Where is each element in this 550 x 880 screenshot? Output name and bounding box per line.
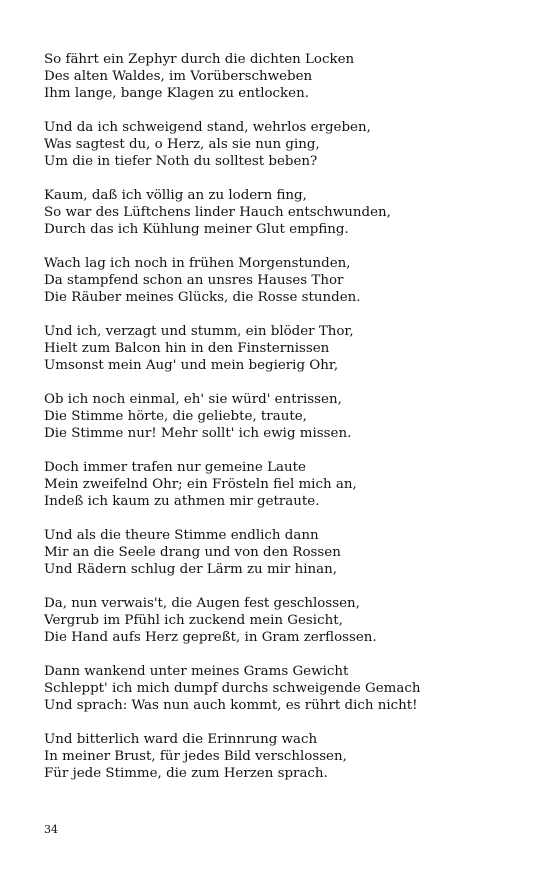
verse-line: Die Stimme hörte, die geliebte, traute, <box>44 409 307 424</box>
verse-line: Vergrub im Pfühl ich zuckend mein Gesicht, <box>44 613 343 628</box>
stanza <box>44 595 524 646</box>
verse-line: So war des Lüftchens linder Hauch entschwunden, <box>44 205 391 220</box>
verse-line: Und als die theure Stimme endlich dann <box>44 528 319 543</box>
stanza <box>44 187 524 238</box>
verse-line: Und da ich schweigend stand, wehrlos ergeben, <box>44 120 371 135</box>
verse-line: Und ich, verzagt und stumm, ein blöder Thor, <box>44 324 354 339</box>
verse-line: Schleppt' ich mich dumpf durchs schweigende Gemach <box>44 681 421 696</box>
stanza <box>44 51 524 102</box>
verse-line: Die Räuber meines Glücks, die Rosse stunden. <box>44 290 361 305</box>
verse-line: Da, nun verwais't, die Augen fest geschlossen, <box>44 596 360 611</box>
verse-line: Mein zweifelnd Ohr; ein Frösteln fiel mich an, <box>44 477 357 492</box>
verse-line: Die Stimme nur! Mehr sollt' ich ewig missen. <box>44 426 352 441</box>
stanza <box>44 731 524 782</box>
poem-body <box>44 51 524 799</box>
verse-line: Kaum, daß ich völlig an zu lodern fing, <box>44 188 307 203</box>
stanza <box>44 255 524 306</box>
verse-line: Und bitterlich ward die Erinnrung wach <box>44 732 318 747</box>
page-number: 34 <box>44 823 58 836</box>
stanza <box>44 459 524 510</box>
stanza <box>44 119 524 170</box>
verse-line: Die Hand aufs Herz gepreßt, in Gram zerflossen. <box>44 630 377 645</box>
verse-line: Was sagtest du, o Herz, als sie nun ging, <box>44 137 320 152</box>
verse-line: Doch immer trafen nur gemeine Laute <box>44 460 306 475</box>
verse-line: Durch das ich Kühlung meiner Glut empfing. <box>44 222 349 237</box>
verse-line: Indeß ich kaum zu athmen mir getraute. <box>44 494 320 509</box>
verse-line: Mir an die Seele drang und von den Rossen <box>44 545 341 560</box>
verse-line: Da stampfend schon an unsres Hauses Thor <box>44 273 344 288</box>
verse-line: Und sprach: Was nun auch kommt, es rührt dich nicht! <box>44 698 418 713</box>
verse-line: Ihm lange, bange Klagen zu entlocken. <box>44 86 309 101</box>
verse-line: Für jede Stimme, die zum Herzen sprach. <box>44 766 328 781</box>
verse-line: So fährt ein Zephyr durch die dichten Locken <box>44 52 355 67</box>
verse-line: Wach lag ich noch in frühen Morgenstunden, <box>44 256 351 271</box>
verse-line: Ob ich noch einmal, eh' sie würd' entrissen, <box>44 392 342 407</box>
verse-line: In meiner Brust, für jedes Bild verschlossen, <box>44 749 347 764</box>
stanza <box>44 527 524 578</box>
verse-line: Des alten Waldes, im Vorüberschweben <box>44 69 313 84</box>
verse-line: Umsonst mein Aug' und mein begierig Ohr, <box>44 358 339 373</box>
verse-line: Dann wankend unter meines Grams Gewicht <box>44 664 349 679</box>
stanza <box>44 391 524 442</box>
stanza <box>44 323 524 374</box>
verse-line: Und Rädern schlug der Lärm zu mir hinan, <box>44 562 337 577</box>
verse-line: Um die in tiefer Noth du solltest beben? <box>44 154 318 169</box>
verse-line: Hielt zum Balcon hin in den Finsternissen <box>44 341 330 356</box>
stanza <box>44 663 524 714</box>
